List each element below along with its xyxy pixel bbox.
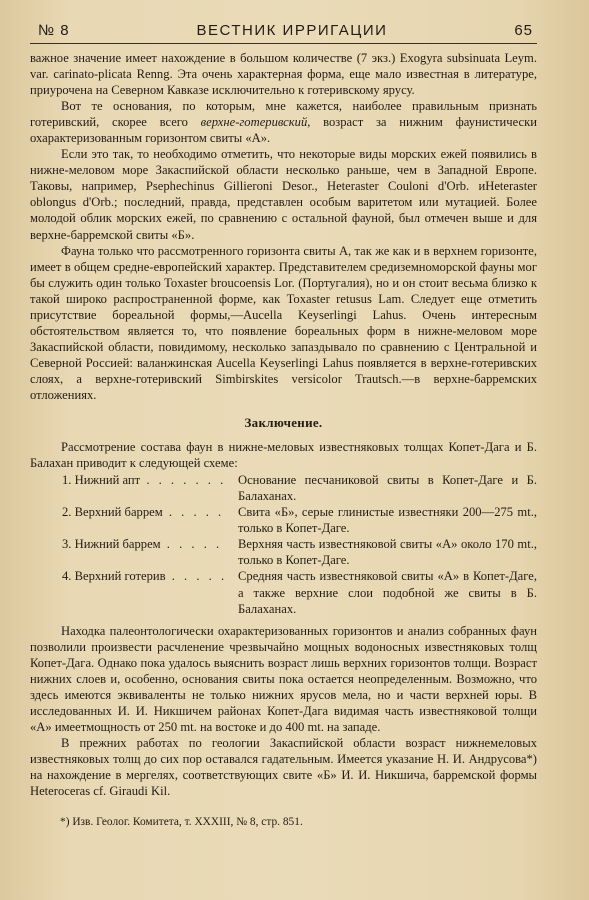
scheme-description: Основание песчаниковой свиты в Копет-Даге и Б. Балаханах.: [238, 473, 537, 504]
paragraph: Если это так, то необходимо отметить, что некоторые виды морских ежей появились в нижне-меловом море Закаспийской области несколько раньше, чем в Западной Европе. Таковы, например, Psephechinus Gillieroni Desor., Heteraster Couloni d'Orb. иHeteraster oblongus d'Orb.; последний, правда, представлен особым варитетом или мутацией. Более молодой облик морских ежей, по сравнению с остальной фауной, был отмечен выше и для верхне-барремской свиты «Б».: [30, 147, 537, 242]
scheme-description: Верхняя часть известняковой свиты «А» около 170 mt., только в Копет-Даге.: [238, 537, 537, 568]
scheme-label: 4. Верхний готерив: [62, 569, 166, 584]
journal-title: ВЕСТНИК ИРРИГАЦИИ: [196, 22, 388, 39]
issue-number: № 8: [38, 22, 70, 39]
page-header: [30, 22, 537, 44]
scheme-row: 2. Верхний баррем . . . . . Свита «Б», серые глинистые известняки 200—275 mt., только в Копет-Даге.: [62, 505, 537, 536]
section-heading: Заключение.: [244, 415, 323, 431]
paragraph: Рассмотрение состава фаун в нижне-меловых известняковых толщах Копет-Дага и Б. Балахан приводит к следующей схеме:: [30, 440, 537, 471]
scheme-label: 3. Нижний баррем: [62, 537, 161, 552]
article-body: [30, 50, 537, 829]
paragraph: Фауна только что рассмотренного горизонта свиты А, так же как и в верхнем горизонте, имеет в общем средне-европейский характер. Представителем средиземноморской фауны мог бы служить один только Toxaster broucoensis Lor. (Португалия), но и он стоит весьма близко к такой широко распространенной форме, как Toxaster retusus Lam. Следует еще отметить присутствие бореальной формы,—Aucella Keyserlingi Lahus. Очень интересным обстоятельством является то, что появление бореальных форм в нижне-меловом море Закаспийской области, повидимому, несколько запаздывало по сравнению с Центральной и Северной Россией: валанжинская Aucella Keyserlingi Lahus появляется в верхне-готеривских слоях, а верхне-готеривский Simbirskites versicolor Trautsch.—в верхне-барремских отложениях.: [30, 243, 537, 402]
page-number: 65: [514, 22, 533, 39]
paragraph: Вот те основания, по которым, мне кажется, наиболее правильным признать готеривский, скорее всего верхне-готеривский, возраст за нижним фаунистически охарактеризованным горизонтом свиты «А».: [30, 99, 537, 146]
scheme-row: 4. Верхний готерив . . . . . Средняя часть известняковой свиты «А» в Копет-Даге, а также верхние слои подобной же свиты в Б. Балаханах.: [62, 569, 537, 616]
stratigraphic-scheme: [30, 472, 537, 616]
scheme-label: 1. Нижний апт: [62, 473, 141, 488]
scheme-label: 2. Верхний баррем: [62, 505, 163, 520]
emphasis-text: верхне-готеривский,: [200, 115, 311, 130]
scheme-description: Средняя часть известняковой свиты «А» в Копет-Даге, а также верхние слои подобной же свиты в Б. Балаханах.: [238, 569, 537, 616]
scheme-row: 3. Нижний баррем . . . . . Верхняя часть известняковой свиты «А» около 170 mt., только в Копет-Даге.: [62, 537, 537, 568]
paragraph: Находка палеонтологически охарактеризованных горизонтов и анализ собранных фаун позволили произвести расчленение чрезвычайно мощных водоносных известняковых толщ Копет-Дага. Однако пока удалось выяснить возраст лишь верхних горизонтов толщи. Возраст нижних слоев и, особенно, основания свиты пока остается неопределенным. Возможно, что здесь имеются эквиваленты не только нижних ярусов мела, но и части верхней юры. В исследованных И. И. Никшичем районах Копет-Дага видимая часть известняковой толщи «А» имеетмощность от 250 mt. на востоке и до 400 mt. на западе.: [30, 623, 537, 734]
paragraph: В прежних работах по геологии Закаспийской области возраст нижнемеловых известняковых толщ до сих пор оставался гадательным. Имеется указание Н. И. Андрусова*) на нахождение в мергелях, соответствующих свите «Б» И. И. Никшича, барремской формы Heteroceras cf. Giraudi Kil.: [30, 735, 537, 799]
footnote: *) Изв. Геолог. Комитета, т. XXXIII, № 8, стр. 851.: [60, 816, 303, 829]
scheme-description: Свита «Б», серые глинистые известняки 200—275 mt., только в Копет-Даге.: [238, 505, 537, 536]
paragraph: важное значение имеет нахождение в большом количестве (7 экз.) Exogyra subsinuata Leym. var. carinato-plicata Renng. Эта очень характерная форма, еще мало известная в литературе, приурочена на Северном Кавказе исключительно к готеривскому ярусу.: [30, 51, 537, 98]
scheme-row: 1. Нижний апт . . . . . . . Основание песчаниковой свиты в Копет-Даге и Б. Балаханах.: [62, 473, 537, 504]
